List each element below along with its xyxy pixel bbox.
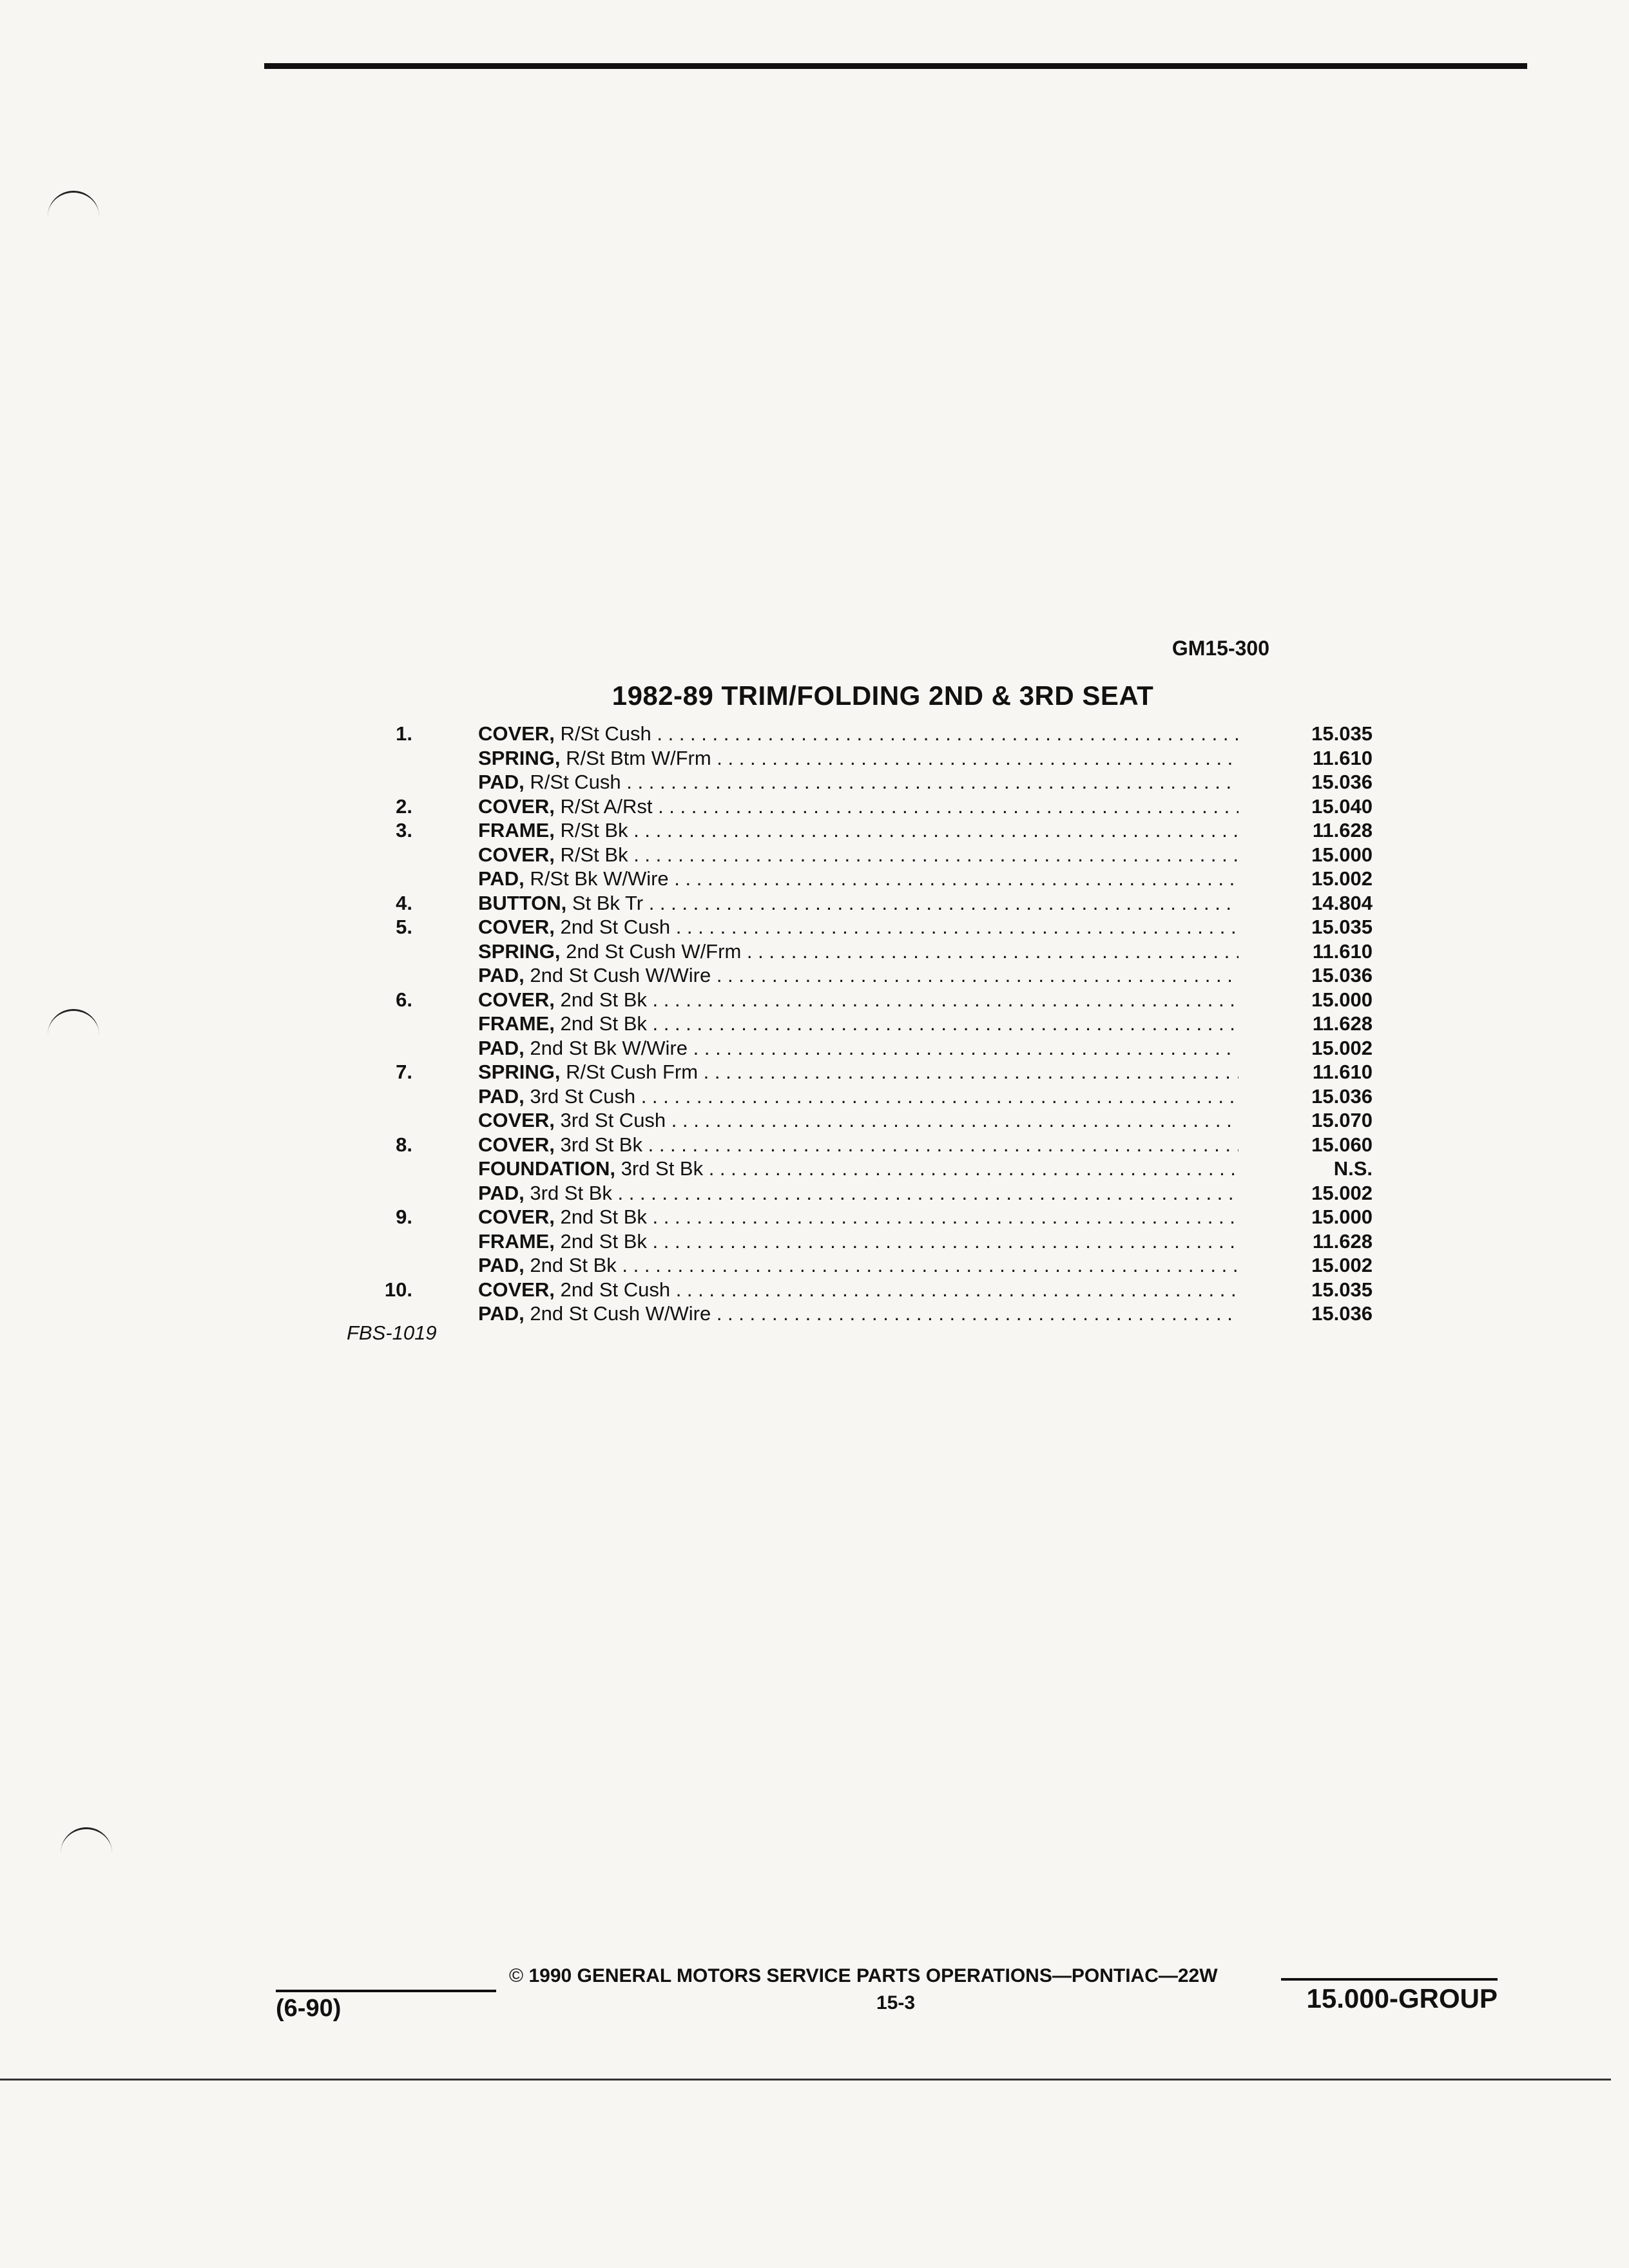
group-label: 15.000-GROUP: [1306, 1983, 1498, 2013]
part-detail: 2nd St Cush W/Frm: [566, 939, 742, 963]
parts-row: [342, 1036, 1385, 1061]
group-number: 15.036: [1311, 964, 1373, 986]
part-name: PAD,: [478, 1181, 525, 1204]
part-detail: R/St Cush: [530, 771, 621, 793]
group-number: 11.610: [1312, 746, 1373, 769]
group-number: 11.610: [1312, 939, 1373, 963]
group-number: 15.002: [1311, 1254, 1373, 1276]
part-name: SPRING,: [478, 1061, 561, 1083]
parts-row: [342, 1133, 1385, 1157]
parts-row: [342, 1060, 1385, 1084]
part-description: [478, 1278, 1239, 1302]
part-name: COVER,: [478, 1109, 555, 1131]
ref-number: 3.: [396, 819, 412, 841]
part-detail: R/St Cush Frm: [566, 1061, 699, 1083]
ref-number: 7.: [396, 1061, 412, 1083]
part-name: PAD,: [478, 771, 525, 793]
part-name: COVER,: [478, 916, 555, 938]
part-detail: R/St A/Rst: [560, 794, 653, 818]
part-description: [478, 746, 1239, 771]
ref-number: 5.: [396, 916, 412, 938]
part-description: [478, 1181, 1239, 1206]
ref-number: 8.: [396, 1133, 412, 1156]
part-detail: 2nd St Bk: [560, 1012, 647, 1035]
parts-row: [342, 722, 1385, 746]
part-detail: 2nd St Cush W/Wire: [530, 964, 711, 986]
part-name: FRAME,: [478, 819, 555, 841]
part-name: COVER,: [478, 1278, 555, 1301]
group-number: 15.036: [1311, 1084, 1373, 1108]
part-name: COVER,: [478, 1206, 555, 1228]
part-description: [478, 1012, 1239, 1036]
part-description: [478, 1157, 1239, 1181]
group-number: 15.002: [1311, 867, 1373, 890]
part-detail: 3rd St Cush: [560, 1109, 666, 1131]
group-number: N.S.: [1333, 1157, 1373, 1180]
part-detail: R/St Bk: [560, 819, 628, 841]
part-detail: 3rd St Bk: [560, 1133, 642, 1156]
group-number: 11.628: [1312, 819, 1373, 841]
part-detail: R/St Bk: [560, 843, 628, 866]
part-detail: 3rd St Bk: [530, 1181, 612, 1204]
part-description: [478, 818, 1239, 843]
part-description: [478, 770, 1239, 794]
parts-row: [342, 988, 1385, 1012]
part-name: PAD,: [478, 1254, 525, 1276]
group-number: 11.610: [1312, 1061, 1373, 1083]
footer-rule-right: [1281, 1978, 1498, 1981]
parts-row: [342, 1181, 1385, 1206]
part-name: SPRING,: [478, 746, 561, 769]
parts-row: [342, 939, 1385, 964]
catalog-id: GM15-300: [1171, 637, 1269, 660]
group-number: 15.035: [1311, 916, 1373, 938]
parts-row: [342, 843, 1385, 867]
group-number: 15.040: [1311, 794, 1373, 818]
parts-row: [342, 1108, 1385, 1133]
part-detail: 2nd St Bk: [560, 988, 647, 1011]
group-number: 15.000: [1311, 1206, 1373, 1228]
part-name: COVER,: [478, 1133, 555, 1156]
part-name: PAD,: [478, 867, 525, 890]
part-description: [478, 1133, 1239, 1157]
part-name: COVER,: [478, 843, 555, 866]
parts-row: [342, 1084, 1385, 1109]
part-name: PAD,: [478, 1302, 525, 1325]
part-detail: St Bk Tr: [572, 891, 644, 914]
parts-row: [342, 794, 1385, 819]
part-detail: 2nd St Cush W/Wire: [530, 1302, 711, 1325]
part-name: FOUNDATION,: [478, 1157, 615, 1180]
top-rule: [264, 63, 1527, 69]
part-name: PAD,: [478, 964, 525, 986]
part-name: BUTTON,: [478, 891, 567, 914]
group-number: 15.060: [1311, 1133, 1373, 1156]
part-name: COVER,: [478, 722, 555, 745]
part-name: PAD,: [478, 1036, 525, 1059]
part-name: COVER,: [478, 794, 555, 818]
part-name: FRAME,: [478, 1012, 555, 1035]
parts-row: [342, 770, 1385, 794]
group-number: 11.628: [1312, 1012, 1373, 1035]
parts-row: [342, 1012, 1385, 1036]
footer-rule-left: [276, 1990, 496, 1992]
part-detail: R/St Bk W/Wire: [530, 867, 669, 890]
illustration-ref: FBS-1019: [347, 1321, 437, 1344]
part-description: [478, 988, 1239, 1012]
bottom-page-rule: [0, 2079, 1611, 2081]
part-detail: 2nd St Bk: [560, 1229, 647, 1253]
parts-row: [342, 915, 1385, 939]
part-description: [478, 1302, 1239, 1326]
copyright-line: [509, 1965, 1276, 1987]
part-detail: R/St Cush: [560, 722, 651, 745]
group-number: 14.804: [1311, 891, 1373, 914]
part-description: [478, 1253, 1239, 1278]
part-description: [478, 867, 1239, 891]
group-number: 15.070: [1311, 1109, 1373, 1131]
parts-row: [342, 746, 1385, 771]
part-description: [478, 939, 1239, 964]
parts-row: [342, 1302, 1385, 1326]
part-description: [478, 722, 1239, 746]
part-description: [478, 1229, 1239, 1254]
part-description: [478, 794, 1239, 819]
part-description: [478, 1036, 1239, 1061]
part-detail: 2nd St Bk: [560, 1206, 647, 1228]
ref-number: 1.: [396, 722, 412, 745]
part-description: [478, 1108, 1239, 1133]
part-description: [478, 1060, 1239, 1084]
ref-number: 4.: [396, 891, 412, 914]
parts-list: [342, 722, 1385, 1326]
part-detail: R/St Btm W/Frm: [566, 746, 711, 769]
parts-row: [342, 1157, 1385, 1181]
binder-hole-mark: [48, 191, 99, 218]
copyright-symbol: ©: [509, 1965, 524, 1986]
part-description: [478, 963, 1239, 988]
part-detail: 3rd St Bk: [621, 1157, 704, 1180]
group-number: 15.002: [1311, 1181, 1373, 1204]
parts-row: [342, 891, 1385, 916]
part-description: [478, 1084, 1239, 1109]
part-name: SPRING,: [478, 939, 561, 963]
group-number: 15.000: [1311, 988, 1373, 1011]
group-number: 15.035: [1311, 722, 1373, 745]
part-name: FRAME,: [478, 1229, 555, 1253]
part-detail: 2nd St Bk W/Wire: [530, 1036, 688, 1059]
copyright-text: 1990 GENERAL MOTORS SERVICE PARTS OPERATIONS—PONTIAC—22W: [528, 1965, 1218, 1986]
ref-number: 9.: [396, 1206, 412, 1228]
parts-row: [342, 1229, 1385, 1254]
page-number: 15-3: [876, 1992, 916, 2013]
date-code: (6-90): [276, 1995, 342, 2022]
parts-row: [342, 963, 1385, 988]
binder-hole-mark: [61, 1827, 112, 1855]
page-title: 1982-89 TRIM/FOLDING 2ND & 3RD SEAT: [612, 680, 1154, 711]
part-name: COVER,: [478, 988, 555, 1011]
part-detail: 2nd St Cush: [560, 1278, 671, 1301]
group-number: 15.000: [1311, 843, 1373, 866]
parts-row: [342, 1278, 1385, 1302]
part-description: [478, 843, 1239, 867]
ref-number: 10.: [384, 1278, 412, 1301]
binder-hole-mark: [48, 1009, 99, 1037]
group-number: 11.628: [1312, 1229, 1373, 1253]
parts-row: [342, 818, 1385, 843]
part-description: [478, 891, 1239, 916]
part-detail: 2nd St Cush: [560, 916, 671, 938]
group-number: 15.002: [1311, 1036, 1373, 1059]
ref-number: 6.: [396, 988, 412, 1011]
part-detail: 2nd St Bk: [530, 1254, 617, 1276]
part-name: PAD,: [478, 1084, 525, 1108]
group-number: 15.036: [1311, 1302, 1373, 1325]
ref-number: 2.: [396, 794, 412, 818]
part-description: [478, 915, 1239, 939]
part-description: [478, 1205, 1239, 1229]
parts-row: [342, 867, 1385, 891]
parts-row: [342, 1253, 1385, 1278]
group-number: 15.035: [1311, 1278, 1373, 1301]
group-number: 15.036: [1311, 771, 1373, 793]
part-detail: 3rd St Cush: [530, 1084, 636, 1108]
parts-row: [342, 1205, 1385, 1229]
